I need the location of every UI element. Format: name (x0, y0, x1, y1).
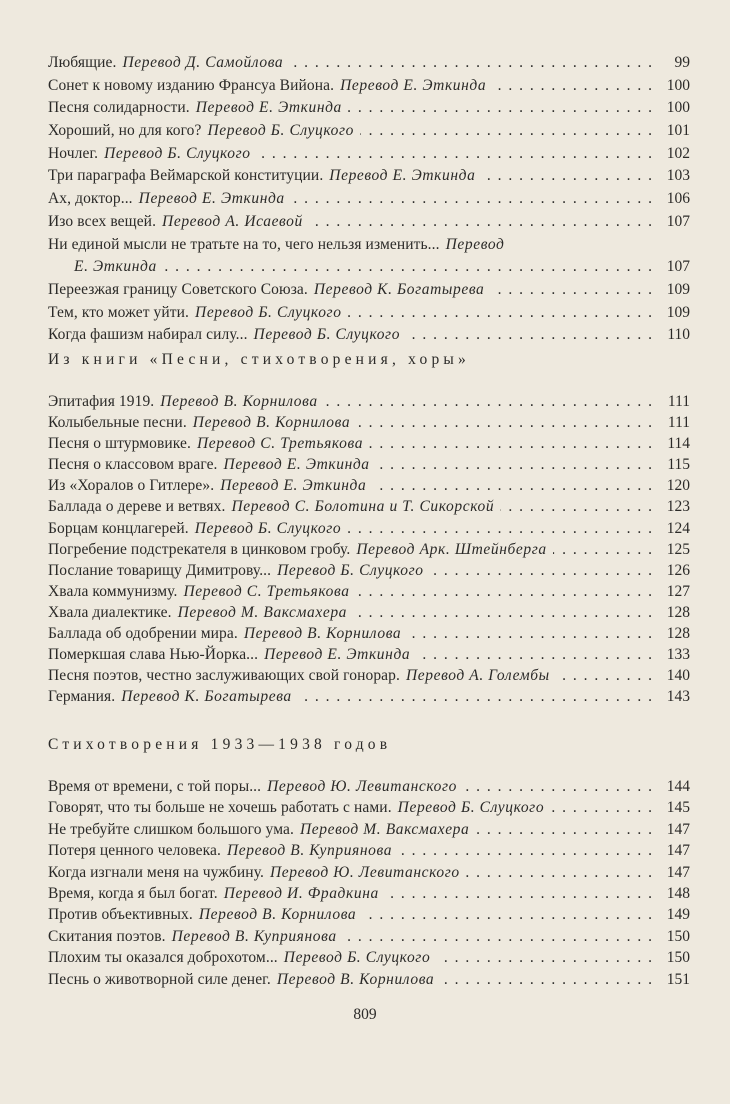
entry-page: 120 (666, 477, 690, 495)
dot-leader (463, 776, 652, 797)
entry-title: Песня поэтов, честно заслуживающих свой гонорар. (48, 667, 400, 685)
dot-leader (500, 496, 652, 517)
entry-translator: Перевод Е. Эткинда (264, 646, 411, 664)
entry-translator: Перевод И. Фрадкина (223, 884, 379, 902)
toc-entry (48, 234, 690, 257)
entry-translator: Перевод С. Третьякова (183, 582, 350, 600)
toc-entry (48, 904, 690, 925)
dot-leader (481, 165, 652, 188)
entry-title: Песнь о животворной силе денег. (48, 970, 271, 988)
entry-translator: Перевод К. Богатырева (121, 688, 292, 706)
entry-title: Когда фашизм набирал силу... (48, 326, 248, 344)
toc-entry (48, 52, 690, 75)
entry-title: Ах, доктор... (48, 190, 133, 208)
entry-page: 124 (666, 519, 690, 537)
entry-title: Германия. (48, 688, 116, 706)
dot-leader (553, 539, 652, 560)
entry-page: 106 (666, 190, 690, 208)
dot-leader (398, 840, 652, 861)
entry-translator: Перевод Е. Эткинда (138, 190, 285, 208)
toc-entry (48, 143, 690, 166)
toc-section-1 (48, 52, 690, 347)
toc-entry (48, 279, 690, 302)
entry-page: 100 (666, 99, 690, 117)
entry-title: Песня о штурмовике. (48, 435, 192, 453)
toc-entry (48, 433, 690, 454)
entry-page: 128 (666, 625, 690, 643)
toc-section-2 (48, 391, 690, 707)
entry-page: 109 (666, 303, 690, 321)
section-heading: Стихотворения 1933—1938 годов (48, 736, 392, 753)
dot-leader (163, 256, 652, 279)
entry-title: Три параграфа Веймарской конституции. (48, 167, 324, 185)
dot-leader (436, 947, 652, 968)
entry-page: 111 (667, 414, 690, 432)
entry-translator: Перевод С. Третьякова (197, 435, 364, 453)
dot-leader (348, 97, 652, 120)
toc-entry (48, 862, 690, 883)
entry-title: Песня о классовом враге. (48, 456, 218, 474)
entry-translator: Перевод Е. Эткинда (220, 477, 367, 495)
entry-title: Говорят, что ты больше не хочешь работать с нами. (48, 799, 392, 817)
entry-page: 126 (666, 561, 690, 579)
entry-title: Эпитафия 1919. (48, 393, 155, 410)
entry-page: 107 (666, 212, 690, 230)
entry-page: 114 (667, 435, 690, 453)
dot-leader (356, 412, 652, 433)
entry-translator: Перевод С. Болотина и Т. Сикорской (231, 498, 495, 516)
section-heading: Из книги «Песни, стихотворения, хоры» (48, 351, 470, 368)
entry-title: Время от времени, с той поры... (48, 778, 262, 795)
entry-title: Переезжая границу Советского Союза. (48, 280, 308, 298)
entry-translator: Перевод В. Корнилова (276, 970, 435, 988)
entry-translator: Перевод Арк. Штейнберга (356, 540, 547, 558)
toc-entry (48, 644, 690, 665)
entry-page: 100 (666, 76, 690, 94)
dot-leader (298, 686, 652, 707)
entry-translator: Перевод В. Корнилова (198, 906, 357, 924)
toc-entry (48, 665, 690, 686)
toc-entry (48, 926, 690, 947)
entry-title: Когда изгнали меня на чужбину. (48, 863, 264, 881)
toc-section-3 (48, 776, 690, 990)
entry-translator: Перевод Е. Эткинда (340, 76, 487, 94)
toc-entry (48, 840, 690, 861)
entry-page: 111 (667, 393, 690, 410)
toc-entry (48, 819, 690, 840)
entry-page: 147 (666, 863, 690, 881)
dot-leader (466, 862, 652, 883)
toc-entry (48, 454, 690, 475)
entry-title: Любящие. (48, 54, 117, 71)
entry-page: 103 (666, 167, 690, 185)
entry-translator: Перевод Б. Слуцкого (104, 144, 251, 162)
entry-page: 150 (666, 927, 690, 945)
entry-page: 115 (667, 456, 690, 474)
dot-leader (324, 391, 652, 412)
entry-title: Скитания поэтов. (48, 927, 166, 945)
entry-title: Хороший, но для кого? (48, 122, 202, 140)
entry-title: Послание товарищу Димитрову... (48, 561, 272, 579)
dot-leader (289, 52, 652, 75)
entry-page: 99 (674, 54, 690, 71)
entry-title: Борцам концлагерей. (48, 519, 189, 537)
dot-leader (416, 644, 652, 665)
entry-title: Время, когда я был богат. (48, 884, 218, 902)
entry-page: 143 (666, 688, 690, 706)
entry-translator: Перевод Е. Эткинда (195, 99, 342, 117)
dot-leader (309, 211, 652, 234)
entry-translator: Перевод М. Ваксмахера (177, 603, 348, 621)
toc-entry (48, 947, 690, 968)
entry-title: Против объективных. (48, 906, 193, 924)
entry-translator: Перевод Д. Самойлова (122, 54, 284, 71)
toc-entry (48, 969, 690, 990)
entry-translator: Перевод В. Корнилова (160, 393, 318, 410)
entry-translator: Перевод В. Корнилова (192, 414, 351, 432)
toc-entry (48, 518, 690, 539)
dot-leader (490, 279, 652, 302)
toc-entry (48, 97, 690, 120)
entry-page: 109 (666, 280, 690, 298)
entry-translator: Перевод Ю. Левитанского (269, 863, 460, 881)
dot-leader (291, 188, 652, 211)
entry-page: 151 (666, 970, 690, 988)
dot-leader (356, 581, 652, 602)
entry-title: Изо всех вещей. (48, 212, 157, 230)
dot-leader (492, 75, 652, 98)
entry-translator: Перевод Б. Слуцкого (207, 122, 354, 140)
entry-title: Баллада об одобрении мира. (48, 625, 238, 643)
toc-entry (48, 539, 690, 560)
toc-entry (48, 391, 690, 412)
entry-translator: Перевод Б. Слуцкого (194, 519, 342, 537)
entry-page: 149 (666, 906, 690, 924)
dot-leader (430, 560, 652, 581)
entry-page: 133 (666, 646, 690, 664)
dot-leader (556, 665, 652, 686)
dot-leader (360, 120, 652, 143)
entry-title: Колыбельные песни. (48, 414, 187, 432)
entry-page: 110 (667, 326, 690, 344)
page-number: 809 (353, 1006, 377, 1023)
entry-translator: Перевод М. Ваксмахера (299, 820, 470, 838)
dot-leader (347, 518, 652, 539)
entry-page: 147 (666, 842, 690, 860)
toc-entry (48, 883, 690, 904)
entry-title: Ни единой мысли не тратьте на то, чего нельзя изменить... (48, 235, 440, 253)
toc-entry (48, 797, 690, 818)
toc-entry (48, 560, 690, 581)
entry-title: Хвала диалектике. (48, 603, 172, 621)
entry-translator: Перевод А. Исаевой (162, 212, 303, 230)
entry-title: Погребение подстрекателя в цинковом гробу. (48, 540, 351, 558)
entry-title: Сонет к новому изданию Франсуа Вийона. (48, 76, 335, 94)
entry-title: Из «Хоралов о Гитлере». (48, 477, 215, 495)
entry-title: Песня солидарности. (48, 99, 190, 117)
entry-translator: Перевод Е. Эткинда (223, 456, 370, 474)
entry-translator: Перевод В. Куприянова (171, 927, 337, 945)
toc-entry (48, 686, 690, 707)
toc-entry (48, 496, 690, 517)
entry-page: 140 (666, 667, 690, 685)
toc-entry (48, 324, 690, 347)
entry-page: 101 (666, 122, 690, 140)
entry-translator: Перевод А. Голембы (405, 667, 550, 685)
dot-leader (475, 819, 652, 840)
dot-leader (406, 324, 652, 347)
entry-translator: Перевод Б. Слуцкого (283, 949, 431, 967)
entry-title: Тем, кто может уйти. (48, 303, 190, 321)
entry-page: 102 (666, 144, 690, 162)
entry-translator: Перевод (445, 235, 505, 253)
toc-entry (48, 412, 690, 433)
dot-leader (369, 433, 652, 454)
toc-entry (48, 623, 690, 644)
toc-entry (48, 302, 690, 325)
entry-title: Потеря ценного человека. (48, 842, 221, 860)
dot-leader (407, 623, 652, 644)
entry-translator: Перевод Е. Эткинда (329, 167, 476, 185)
entry-page: 128 (666, 603, 690, 621)
entry-page: 145 (666, 799, 690, 817)
entry-translator: Перевод Б. Слуцкого (277, 561, 424, 579)
dot-leader (550, 797, 652, 818)
dot-leader (362, 904, 652, 925)
entry-translator: Перевод Б. Слуцкого (397, 799, 545, 817)
entry-translator-continued: Е. Эткинда (74, 258, 157, 276)
entry-title: Баллада о дереве и ветвях. (48, 498, 226, 516)
entry-translator: Перевод Б. Слуцкого (253, 326, 401, 344)
entry-page: 150 (666, 949, 690, 967)
toc-entry (48, 165, 690, 188)
dot-leader (348, 302, 652, 325)
entry-translator: Перевод В. Куприянова (226, 842, 393, 860)
entry-title: Померкшая слава Нью-Йорка... (48, 646, 259, 664)
entry-translator: Перевод Ю. Левитанского (267, 778, 457, 795)
entry-translator: Перевод Б. Слуцкого (195, 303, 342, 321)
entry-page: 107 (666, 258, 690, 276)
toc-entry (48, 188, 690, 211)
dot-leader (343, 926, 652, 947)
entry-page: 127 (666, 582, 690, 600)
entry-title: Плохим ты оказался доброхотом... (48, 949, 278, 967)
entry-title: Ночлег. (48, 144, 99, 162)
dot-leader (257, 143, 652, 166)
entry-page: 125 (666, 540, 690, 558)
entry-title: Не требуйте слишком большого ума. (48, 820, 294, 838)
entry-translator: Перевод К. Богатырева (313, 280, 485, 298)
entry-translator: Перевод В. Корнилова (243, 625, 402, 643)
entry-title: Хвала коммунизму. (48, 582, 178, 600)
dot-leader (440, 969, 652, 990)
toc-entry (48, 211, 690, 234)
toc-entry-continuation (48, 256, 690, 279)
toc-entry (48, 581, 690, 602)
entry-page: 123 (666, 498, 690, 516)
dot-leader (385, 883, 652, 904)
dot-leader (372, 475, 652, 496)
toc-entry (48, 120, 690, 143)
dot-leader (353, 602, 652, 623)
toc-entry (48, 475, 690, 496)
toc-entry (48, 776, 690, 797)
entry-page: 147 (666, 820, 690, 838)
toc-entry (48, 75, 690, 98)
entry-page: 148 (666, 884, 690, 902)
toc-entry (48, 602, 690, 623)
entry-page: 144 (666, 778, 690, 795)
dot-leader (376, 454, 652, 475)
